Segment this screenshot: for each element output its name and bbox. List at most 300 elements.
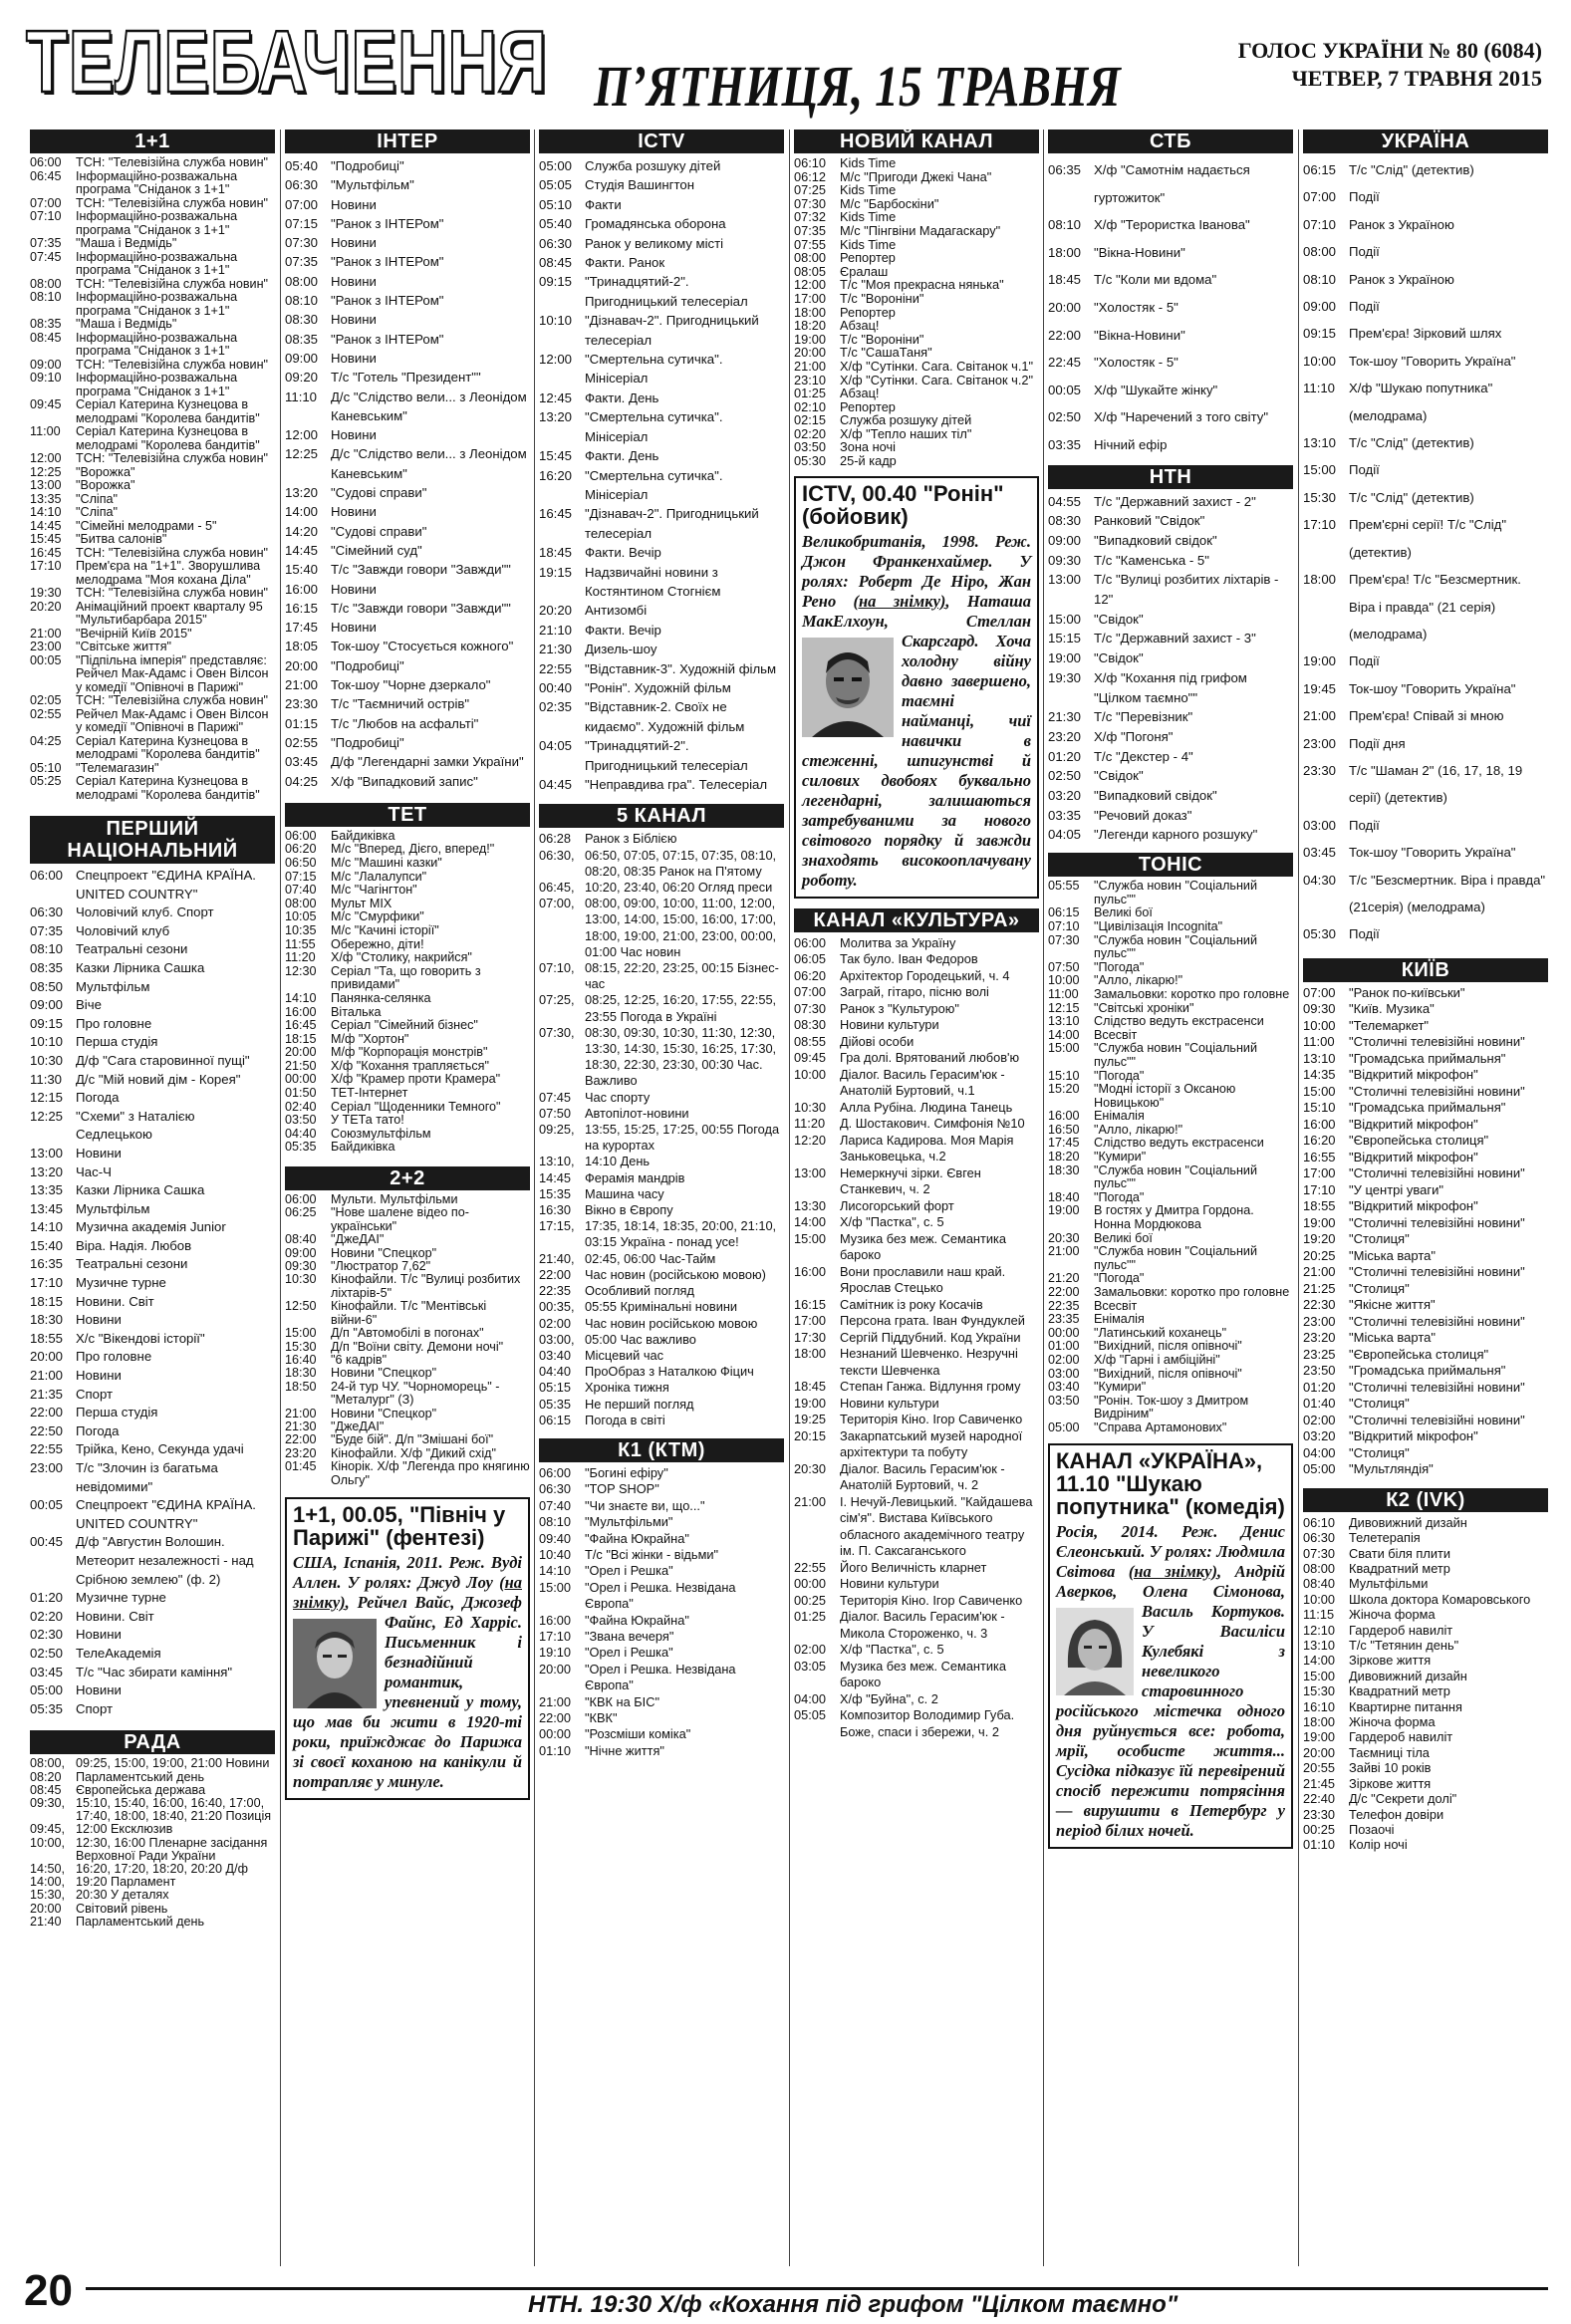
schedule-time: 00:05	[30, 1497, 64, 1513]
schedule-time: 05:10	[539, 196, 573, 212]
schedule-item	[1303, 730, 1548, 757]
schedule-program: Д/ф "Августин Волошин. Метеорит незалежності - над Срібною землею" (ф. 2)	[76, 1534, 254, 1587]
schedule-time: 09:30	[1048, 552, 1082, 568]
schedule-time: 09:15	[539, 274, 573, 290]
schedule-item	[539, 1267, 784, 1283]
schedule-item	[30, 1757, 275, 1770]
schedule-program: Події	[1349, 244, 1380, 260]
schedule-program: Т/с "Коли ми вдома"	[1094, 272, 1217, 288]
schedule-item	[1303, 1776, 1548, 1791]
schedule-program: "Європейська столиця"	[1349, 1133, 1489, 1149]
schedule-item	[30, 1533, 275, 1589]
schedule-item	[30, 1274, 275, 1293]
schedule-program: "Ронін. Ток-шоу з Дмитром Видріним"	[1094, 1393, 1249, 1421]
schedule-item	[539, 1580, 784, 1613]
schedule-item	[794, 1560, 1039, 1577]
schedule-program: Т/с "Любов на асфальті"	[331, 715, 479, 731]
schedule-item	[539, 1629, 784, 1645]
schedule-program: Не перший погляд	[585, 1396, 694, 1412]
channel-header: СТБ	[1048, 129, 1293, 153]
schedule-program: Так було. Іван Федоров	[840, 951, 978, 967]
schedule-time: 20:00	[794, 345, 827, 361]
schedule-time: 18:00	[1303, 1714, 1336, 1730]
schedule-program: Х/ф "Гарні і амбіційні"	[1094, 1352, 1220, 1367]
schedule-item	[539, 1380, 784, 1396]
schedule-program: 08:30, 09:30, 10:30, 11:30, 12:30, 13:30, 14:30, 15:30, 16:25, 17:30, 18:30, 22:30, 23:30, 00:30 Час. Важливо	[585, 1024, 777, 1089]
schedule-program: Діалог. Василь Герасим'юк - Микола Стороженко, ч. 3	[840, 1609, 1005, 1641]
schedule-time: 17:45	[285, 620, 319, 636]
schedule-item	[285, 156, 530, 175]
schedule-item	[794, 319, 1039, 333]
schedule-time: 02:00	[539, 1315, 572, 1331]
schedule-program: Панянка-селянка	[331, 990, 431, 1005]
schedule-item	[1048, 786, 1293, 806]
schedule-time: 06:50	[285, 855, 317, 870]
schedule-program: "Столиця"	[1349, 1231, 1410, 1247]
schedule-time: 18:15	[30, 1293, 64, 1309]
schedule-item	[1303, 920, 1548, 947]
schedule-time: 14:45	[285, 542, 319, 558]
schedule-program: Лисогорський форт	[840, 1197, 954, 1213]
schedule-program: Нічний ефір	[1094, 436, 1168, 452]
schedule-item	[1303, 1669, 1548, 1683]
schedule-program: "Смертельна сутичка". Мінісеріал	[585, 467, 723, 502]
schedule-program: Серіал Катерина Кузнецова в мелодрамі "Королева бандитів"	[76, 733, 260, 761]
schedule-time: 15:15	[1048, 631, 1082, 646]
schedule-time: 21:00	[1303, 708, 1337, 724]
schedule-item	[30, 904, 275, 922]
schedule-program: Т/с "Вороніни"	[840, 331, 924, 347]
schedule-program: Союзмультфільм	[331, 1126, 431, 1141]
schedule-item	[285, 965, 530, 992]
schedule-program: "Відкритий мікрофон"	[1349, 1428, 1478, 1444]
schedule-time: 17:30	[794, 1329, 827, 1345]
schedule-item	[539, 775, 784, 794]
schedule-time: 05:05	[539, 177, 573, 193]
schedule-program: М/с "Качині історії"	[331, 922, 439, 937]
schedule-item	[30, 601, 275, 628]
schedule-time: 13:10	[1303, 1638, 1336, 1654]
schedule-program: "Орел і Решка. Незвідана Європа"	[585, 1579, 736, 1612]
schedule-time: 16:45	[285, 1018, 317, 1033]
schedule-item	[1048, 668, 1293, 707]
schedule-program: Інформаційно-розважальна програма "Сніданок з 1+1"	[76, 168, 238, 196]
schedule-program: Зіркове життя	[1349, 1653, 1432, 1669]
section-title: ТЕЛЕБАЧЕННЯ	[26, 12, 548, 111]
schedule-time: 03:35	[1048, 807, 1082, 823]
schedule-item	[539, 407, 784, 446]
schedule-program: Прем'єра на "1+1". Зворушлива мелодрама "Моя кохана Діла"	[76, 559, 261, 587]
schedule-time: 02:05	[30, 693, 62, 707]
schedule-time: 15:00	[539, 1579, 572, 1595]
schedule-time: 04:25	[30, 733, 62, 748]
schedule-list	[285, 1193, 530, 1487]
schedule-time: 16:15	[285, 600, 319, 616]
schedule-item	[1048, 1300, 1293, 1314]
schedule-time: 22:35	[539, 1283, 572, 1299]
schedule-program: Прем'єрні серії! Т/с "Слід" (детектив)	[1349, 517, 1507, 560]
channel-header: 5 КАНАЛ	[539, 804, 784, 828]
schedule-list	[539, 1465, 784, 1759]
schedule-program: Квартирне питання	[1349, 1698, 1462, 1714]
schedule-item	[539, 1218, 784, 1250]
schedule-item	[1303, 812, 1548, 839]
promo-title: КАНАЛ «УКРАЇНА», 11.10 "Шукаю попутника" (комедія)	[1056, 1447, 1285, 1519]
schedule-item	[1303, 211, 1548, 238]
schedule-program: Чоловічий клуб	[76, 922, 170, 938]
schedule-item	[794, 935, 1039, 952]
schedule-time: 07:40	[539, 1497, 572, 1513]
schedule-time: 02:00	[1048, 1352, 1080, 1367]
schedule-program: Х/ф "Пастка", с. 5	[840, 1642, 944, 1658]
schedule-program: Жіноча форма	[1349, 1714, 1436, 1730]
schedule-item	[539, 1514, 784, 1530]
schedule-program: Рейчел Мак-Адамс і Овен Вілсон у комедії "Опівночі в Парижі"	[76, 706, 269, 734]
schedule-item	[539, 504, 784, 543]
schedule-time: 14:10	[539, 1563, 572, 1579]
schedule-program: Т/с "Перевізник"	[1094, 709, 1193, 725]
schedule-time: 22:00	[285, 1432, 317, 1447]
schedule-program: Слідство ведуть екстрасенси	[1094, 1136, 1264, 1151]
schedule-program: Його Величність кларнет	[840, 1559, 987, 1575]
schedule-time: 16:45	[539, 506, 573, 522]
schedule-program: "Служба новин "Соціальний пульс""	[1094, 1162, 1258, 1191]
schedule-item	[285, 1233, 530, 1246]
schedule-time: 09:00	[30, 997, 64, 1013]
schedule-program: Перша студія	[76, 1034, 158, 1050]
schedule-time: 13:30	[794, 1197, 827, 1213]
schedule-item	[1048, 211, 1293, 239]
schedule-program: Квадратний метр	[1349, 1683, 1450, 1699]
schedule-program: Територія Кіно. Ігор Савиченко	[840, 1412, 1023, 1427]
schedule-program: "Служба новин "Соціальний пульс""	[1094, 1244, 1258, 1272]
schedule-time: 21:40	[30, 1914, 62, 1929]
schedule-item	[30, 452, 275, 466]
schedule-time: 06:25	[285, 1205, 317, 1220]
schedule-time: 08:30	[794, 1017, 827, 1033]
schedule-program: "Свідок"	[1094, 650, 1144, 666]
schedule-item	[30, 1108, 275, 1145]
channel-ukraina	[1303, 129, 1548, 948]
schedule-time: 20:00	[285, 1045, 317, 1060]
schedule-item	[1048, 1395, 1293, 1421]
schedule-time: 09:30	[1303, 1001, 1336, 1017]
schedule-time: 19:00	[794, 331, 827, 347]
schedule-program: Т/с "Завжди говори "Завжди""	[331, 562, 511, 578]
schedule-item	[285, 1060, 530, 1074]
schedule-item	[1303, 1791, 1548, 1806]
schedule-item	[539, 1743, 784, 1759]
channel-header: ICTV	[539, 129, 784, 153]
schedule-program: "Погода"	[1094, 1271, 1145, 1286]
promo-photo-note: (на знімку)	[1128, 1561, 1217, 1581]
schedule-program: "Сімейний суд"	[331, 542, 422, 558]
schedule-program: "Відставник-2. Своїх не кидаємо". Художній фільм	[585, 699, 745, 734]
schedule-item	[1303, 1760, 1548, 1775]
schedule-item	[794, 1396, 1039, 1413]
schedule-time: 10:30	[30, 1052, 64, 1068]
schedule-time: 11:20	[285, 950, 316, 965]
schedule-item	[30, 425, 275, 452]
channel-tonis	[1048, 853, 1293, 1434]
schedule-item	[30, 1771, 275, 1784]
schedule-item	[1303, 1347, 1548, 1364]
schedule-time: 21:00	[30, 626, 62, 641]
schedule-item	[539, 466, 784, 505]
schedule-time: 21:50	[285, 1058, 317, 1073]
schedule-program: "Речовий доказ"	[1094, 807, 1192, 823]
schedule-program: 05:55 Кримінальні новини	[585, 1299, 738, 1315]
schedule-time: 11:00	[1048, 986, 1079, 1001]
schedule-item	[1303, 238, 1548, 265]
schedule-program: ТСН: "Телевізійна служба новин"	[76, 155, 269, 169]
schedule-item	[30, 587, 275, 601]
schedule-item	[30, 170, 275, 197]
column-1	[30, 129, 275, 2266]
schedule-item	[30, 237, 275, 251]
schedule-time: 09:00	[1048, 532, 1082, 548]
schedule-item	[30, 1440, 275, 1459]
schedule-program: "Вихідний, після опівночі"	[1094, 1339, 1242, 1354]
schedule-item	[1303, 1837, 1548, 1852]
schedule-program: Студія Вашингтон	[585, 177, 694, 193]
promo-lead-2: , Рейчел Вайс, Джозеф Файнс, Ед Харріс.	[345, 1592, 522, 1632]
schedule-item	[285, 1367, 530, 1380]
schedule-program: ТСН: "Телевізійна служба новин"	[76, 451, 269, 465]
schedule-item	[285, 580, 530, 599]
schedule-item	[1303, 1428, 1548, 1445]
schedule-program: 02:45, 06:00 Час-Тайм	[585, 1250, 716, 1266]
schedule-program: 09:25, 15:00, 19:00, 21:00 Новини	[76, 1756, 270, 1771]
schedule-program: Репортер	[840, 398, 896, 414]
promo-title: ICTV, 00.40 "Ронін" (бойовик)	[802, 480, 1004, 529]
schedule-item	[1303, 867, 1548, 921]
schedule-item	[794, 1313, 1039, 1330]
schedule-item	[1048, 610, 1293, 630]
schedule-program: Казки Лірника Сашка	[76, 1182, 205, 1198]
schedule-program: Т/с "Безсмертник. Віра і правда" (21серія) (мелодрама)	[1349, 872, 1546, 914]
schedule-item	[1303, 1638, 1548, 1653]
schedule-program: 06:50, 07:05, 07:15, 07:35, 08:10, 08:20, 08:35 Ранок на П'ятому	[585, 847, 777, 879]
schedule-time: 06:15	[1048, 905, 1080, 920]
schedule-program: "Справа Артамонових"	[1094, 1420, 1227, 1434]
schedule-item	[30, 1784, 275, 1797]
schedule-time: 21:00	[1303, 1264, 1336, 1280]
schedule-time: 07:00	[1303, 984, 1336, 1000]
schedule-program: Спецпроект "ЄДИНА КРАЇНА. UNITED COUNTRY"	[76, 1497, 256, 1531]
schedule-item	[1303, 1133, 1548, 1150]
schedule-program: Анімаційний проект кварталу 95 "Мультибарбара 2015"	[76, 599, 263, 627]
schedule-item	[1303, 1515, 1548, 1530]
schedule-program: Про головне	[76, 1015, 152, 1031]
schedule-item	[285, 1033, 530, 1047]
schedule-program: Х/ф "Кохання під грифом "Цілком таємно""	[1094, 669, 1247, 705]
schedule-item	[794, 1379, 1039, 1396]
schedule-item	[1303, 1034, 1548, 1051]
schedule-program: Парламентський день	[76, 1914, 205, 1929]
schedule-program: Погода	[76, 1090, 120, 1106]
schedule-time: 06:30	[1303, 1530, 1336, 1546]
schedule-item	[30, 318, 275, 332]
schedule-time: 13:20	[285, 485, 319, 501]
schedule-time: 23:10	[794, 372, 827, 387]
schedule-program: Мультфільм	[76, 1200, 150, 1216]
schedule-program: "Вечірній Київ 2015"	[76, 626, 192, 641]
schedule-time: 07:30	[794, 1000, 827, 1016]
schedule-program: "Орел і Решка"	[585, 1563, 673, 1579]
schedule-program: Час-Ч	[76, 1163, 112, 1179]
schedule-time: 03:00	[1048, 1366, 1080, 1381]
schedule-time: 20:00	[30, 1349, 64, 1365]
schedule-item	[30, 1608, 275, 1627]
schedule-program: "Погода"	[1094, 959, 1145, 974]
schedule-item	[30, 1645, 275, 1664]
schedule-program: "Буде бій". Д/п "Змішані бої"	[331, 1432, 494, 1447]
schedule-item	[30, 762, 275, 776]
schedule-item	[794, 1593, 1039, 1610]
schedule-program: "Вікна-Новини"	[1094, 327, 1185, 343]
schedule-item	[1048, 1137, 1293, 1151]
schedule-program: 19:20 Парламент	[76, 1875, 176, 1890]
schedule-time: 01:10	[539, 1742, 572, 1758]
schedule-program: Автопілот-новини	[585, 1105, 689, 1121]
schedule-time: 07:35	[285, 254, 319, 270]
schedule-time: 09:45	[30, 397, 62, 411]
schedule-item	[794, 1707, 1039, 1740]
schedule-item	[794, 197, 1039, 211]
schedule-item	[30, 1889, 275, 1902]
promo-photo-note: (на знімку)	[853, 591, 946, 611]
schedule-program: "Ранок по-київськи"	[1349, 984, 1465, 1000]
schedule-item	[539, 272, 784, 311]
schedule-time: 16:30	[539, 1202, 572, 1218]
schedule-program: Інформаційно-розважальна програма "Сніданок з 1+1"	[76, 371, 238, 398]
promo-lead-2: , Наташа МакЕлхоун, Стеллан Скарсгард.	[802, 591, 1031, 650]
schedule-time: 10:00	[794, 1066, 827, 1082]
schedule-item	[1303, 566, 1548, 647]
schedule-program: Д. Шостакович. Симфонія №10	[840, 1116, 1025, 1132]
schedule-program: Ранок з Біблією	[585, 831, 677, 847]
schedule-item	[30, 959, 275, 978]
schedule-time: 20:00	[285, 657, 319, 673]
schedule-item	[1048, 349, 1293, 377]
schedule-item	[285, 1408, 530, 1420]
schedule-time: 21:35	[30, 1386, 64, 1402]
schedule-item	[1303, 511, 1548, 566]
schedule-item	[794, 374, 1039, 387]
schedule-program: "КВК"	[585, 1710, 618, 1726]
schedule-item	[794, 1001, 1039, 1018]
channel-novyi	[794, 129, 1039, 468]
schedule-program: М/ф "Хортон"	[331, 1031, 409, 1046]
schedule-item	[30, 197, 275, 211]
schedule-time: 19:25	[794, 1412, 827, 1427]
schedule-time: 12:00	[794, 277, 827, 293]
schedule-item	[30, 940, 275, 959]
schedule-time: 06:30	[30, 904, 64, 920]
schedule-time: 01:00	[1048, 1339, 1080, 1354]
schedule-time: 20:00	[30, 1901, 62, 1916]
schedule-program: Європейська держава	[76, 1782, 206, 1797]
schedule-time: 10:00	[1048, 973, 1080, 988]
schedule-time: 13:20	[30, 1163, 64, 1179]
schedule-time: 05:35	[285, 1140, 317, 1155]
schedule-program: "Відкритий мікрофон"	[1349, 1116, 1478, 1132]
schedule-program: Новини культури	[840, 1395, 939, 1411]
schedule-item	[794, 292, 1039, 306]
promo-lead: США, Іспанія, 2011. Реж. Вуді Аллен. У ролях: Джуд Лоу	[293, 1552, 522, 1592]
schedule-time: 05:00	[1303, 1461, 1336, 1477]
schedule-item	[1303, 1623, 1548, 1638]
schedule-item	[285, 1420, 530, 1433]
schedule-time: 19:30	[30, 586, 62, 600]
schedule-item	[285, 1300, 530, 1327]
channel-k1	[539, 1438, 784, 1759]
schedule-time: 22:55	[539, 660, 573, 676]
schedule-item	[1048, 531, 1293, 551]
schedule-item	[285, 772, 530, 791]
schedule-program: Машина часу	[585, 1185, 664, 1201]
schedule-time: 08:40	[1303, 1576, 1336, 1592]
schedule-item	[539, 1531, 784, 1547]
schedule-program: Віра. Надія. Любов	[76, 1237, 192, 1253]
schedule-time: 02:50	[1048, 768, 1082, 784]
schedule-item	[539, 621, 784, 640]
schedule-program: М/с "Смурфики"	[331, 909, 424, 924]
schedule-program: Свати біля плити	[1349, 1545, 1450, 1561]
schedule-program: Кінофайли. Т/с "Вулиці розбитих ліхтарів-5"	[331, 1272, 521, 1300]
schedule-item	[539, 1547, 784, 1563]
schedule-item	[1048, 648, 1293, 668]
schedule-time: 23:25	[1303, 1346, 1336, 1362]
schedule-time: 06:10	[794, 155, 827, 170]
schedule-time: 00:45	[30, 1534, 64, 1550]
schedule-time: 23:20	[1303, 1330, 1336, 1346]
schedule-program: Дійові особи	[840, 1033, 915, 1049]
schedule-program: Мульт MIX	[331, 896, 393, 910]
schedule-item	[794, 1642, 1039, 1659]
schedule-time: 09:45	[794, 1050, 827, 1066]
schedule-time: 08:00	[285, 273, 319, 289]
schedule-time: 14:20	[285, 523, 319, 539]
schedule-program: Музика без меж. Семантика бароко	[840, 1230, 1007, 1263]
schedule-program: Віталька	[331, 1004, 382, 1019]
footer-rule	[86, 2287, 1548, 2290]
schedule-time: 19:00	[1303, 653, 1337, 669]
schedule-time: 18:55	[30, 1330, 64, 1346]
schedule-program: Трійка, Кено, Секунда удачі	[76, 1441, 244, 1457]
schedule-program: Х/ф "Буйна", с. 2	[840, 1690, 938, 1706]
schedule-program: Т/с "Вулиці розбитих ліхтарів - 12"	[1094, 572, 1279, 608]
schedule-time: 08:10	[30, 290, 62, 304]
schedule-time: 18:45	[539, 545, 573, 561]
schedule-item	[1048, 920, 1293, 934]
schedule-item	[794, 1412, 1039, 1428]
schedule-time: 20:30	[1048, 1230, 1080, 1245]
schedule-time: 05:00	[539, 158, 573, 173]
schedule-item	[285, 1046, 530, 1060]
schedule-program: Самітник із року Косачів	[840, 1296, 983, 1312]
schedule-program: "Ворожка"	[76, 464, 135, 479]
schedule-item	[285, 910, 530, 924]
schedule-program: "Богині ефіру"	[585, 1464, 668, 1480]
schedule-program: Єралаш	[840, 263, 889, 279]
schedule-time: 08:10	[30, 941, 64, 957]
schedule-time: 09:25,	[539, 1122, 575, 1138]
schedule-item	[285, 233, 530, 252]
schedule-time: 04:25	[285, 773, 319, 789]
schedule-item	[1303, 320, 1548, 347]
